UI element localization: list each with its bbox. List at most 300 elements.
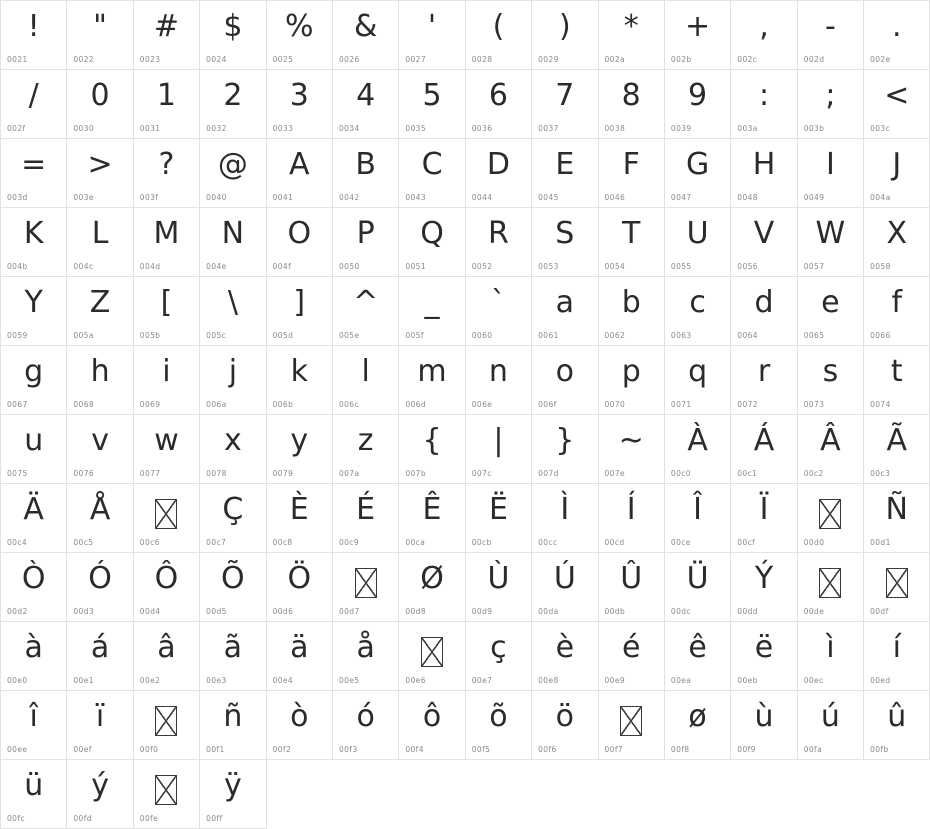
glyph-cell[interactable] — [200, 277, 266, 346]
glyph-character: 0 — [90, 78, 110, 113]
glyph-codepoint: 003f — [139, 193, 159, 202]
glyph-cell[interactable] — [1, 415, 67, 484]
glyph-codepoint: 004d — [139, 262, 161, 271]
glyph-codepoint: 0046 — [604, 193, 626, 202]
glyph-codepoint: 0059 — [7, 331, 28, 340]
glyph-cell[interactable] — [267, 691, 333, 760]
glyph-cell[interactable] — [200, 760, 266, 829]
glyph-cell[interactable] — [200, 1, 266, 70]
glyph-character: / — [28, 78, 39, 113]
glyph-cell[interactable] — [798, 346, 864, 415]
glyph-cell[interactable] — [731, 1, 797, 70]
glyph-codepoint: 0024 — [206, 55, 227, 64]
glyph-cell[interactable] — [67, 622, 133, 691]
glyph-codepoint: 00e2 — [139, 676, 161, 685]
glyph-codepoint: 00e1 — [73, 676, 94, 685]
glyph-cell[interactable] — [67, 346, 133, 415]
glyph-cell[interactable] — [532, 277, 598, 346]
glyph-character: Õ — [221, 561, 245, 596]
glyph-cell[interactable] — [665, 277, 731, 346]
glyph-codepoint: 004a — [870, 193, 891, 202]
glyph-cell[interactable] — [399, 346, 465, 415]
glyph-cell[interactable] — [665, 415, 731, 484]
glyph-cell[interactable] — [665, 1, 731, 70]
glyph-cell[interactable] — [1, 553, 67, 622]
glyph-cell[interactable] — [67, 139, 133, 208]
glyph-character: { — [422, 423, 442, 458]
glyph-cell[interactable] — [599, 484, 665, 553]
glyph-cell[interactable] — [864, 208, 930, 277]
glyph-character: K — [23, 216, 44, 251]
glyph-cell[interactable] — [267, 415, 333, 484]
glyph-character: a — [555, 285, 575, 320]
glyph-codepoint: 002e — [870, 55, 891, 64]
glyph-cell[interactable] — [532, 415, 598, 484]
glyph-codepoint: 00ea — [670, 676, 692, 685]
glyph-codepoint: 0048 — [737, 193, 758, 202]
glyph-character: Ñ — [885, 492, 908, 527]
glyph-character: u — [24, 423, 44, 458]
glyph-cell[interactable] — [599, 208, 665, 277]
glyph-codepoint: 0062 — [604, 331, 626, 340]
glyph-character: û — [887, 699, 907, 734]
glyph-codepoint: 006a — [206, 400, 227, 409]
glyph-cell[interactable] — [399, 622, 465, 691]
glyph-cell[interactable] — [267, 139, 333, 208]
glyph-cell[interactable] — [665, 208, 731, 277]
glyph-cell[interactable] — [267, 70, 333, 139]
glyph-codepoint: 00cd — [604, 538, 625, 547]
glyph-cell[interactable] — [67, 1, 133, 70]
glyph-codepoint: 003e — [73, 193, 94, 202]
glyph-codepoint: 00de — [803, 607, 825, 616]
glyph-cell[interactable] — [333, 346, 399, 415]
glyph-cell[interactable] — [134, 760, 200, 829]
glyph-character: 2 — [223, 78, 243, 113]
glyph-codepoint: 0064 — [737, 331, 758, 340]
glyph-character: P — [356, 216, 375, 251]
glyph-character: : — [758, 78, 770, 113]
glyph-character: Ç — [222, 492, 244, 527]
glyph-cell[interactable] — [200, 622, 266, 691]
grid-filler — [731, 760, 797, 829]
glyph-codepoint: 002c — [737, 55, 758, 64]
glyph-cell[interactable] — [864, 277, 930, 346]
glyph-cell[interactable] — [333, 70, 399, 139]
glyph-cell[interactable] — [798, 484, 864, 553]
glyph-codepoint: 0027 — [405, 55, 427, 64]
glyph-codepoint: 00e0 — [7, 676, 28, 685]
glyph-codepoint: 00cc — [538, 538, 558, 547]
glyph-cell[interactable] — [599, 415, 665, 484]
glyph-cell[interactable] — [333, 277, 399, 346]
glyph-codepoint: 00c5 — [73, 538, 94, 547]
glyph-cell[interactable] — [798, 277, 864, 346]
glyph-codepoint: 003d — [7, 193, 28, 202]
glyph-character: + — [685, 9, 711, 44]
glyph-cell[interactable] — [333, 484, 399, 553]
glyph-cell[interactable] — [134, 553, 200, 622]
glyph-cell[interactable] — [67, 484, 133, 553]
glyph-cell[interactable] — [466, 139, 532, 208]
glyph-codepoint: 00cb — [471, 538, 492, 547]
glyph-cell[interactable] — [1, 208, 67, 277]
glyph-cell[interactable] — [200, 415, 266, 484]
glyph-character: ö — [555, 699, 574, 734]
grid-filler — [399, 760, 465, 829]
glyph-cell[interactable] — [67, 760, 133, 829]
glyph-cell[interactable] — [466, 277, 532, 346]
glyph-codepoint: 0045 — [538, 193, 559, 202]
glyph-cell[interactable] — [134, 415, 200, 484]
glyph-codepoint: 00f0 — [139, 745, 159, 754]
glyph-cell[interactable] — [399, 139, 465, 208]
glyph-cell[interactable] — [399, 553, 465, 622]
glyph-codepoint: 0029 — [538, 55, 559, 64]
glyph-codepoint: 0063 — [670, 331, 692, 340]
glyph-cell[interactable] — [1, 70, 67, 139]
glyph-codepoint: 00ee — [7, 745, 28, 754]
glyph-codepoint: 00d0 — [803, 538, 825, 547]
glyph-cell[interactable] — [599, 277, 665, 346]
glyph-cell[interactable] — [134, 208, 200, 277]
glyph-codepoint: 006d — [405, 400, 427, 409]
glyph-cell[interactable] — [333, 139, 399, 208]
glyph-cell[interactable] — [665, 139, 731, 208]
glyph-codepoint: 0055 — [670, 262, 692, 271]
glyph-codepoint: 00d9 — [471, 607, 493, 616]
notdef-box-icon — [333, 557, 398, 601]
glyph-cell[interactable] — [200, 691, 266, 760]
glyph-character: > — [87, 147, 113, 182]
glyph-cell[interactable] — [731, 484, 797, 553]
glyph-cell[interactable] — [864, 484, 930, 553]
glyph-cell[interactable] — [864, 691, 930, 760]
glyph-cell[interactable] — [200, 484, 266, 553]
glyph-codepoint: 00d4 — [139, 607, 161, 616]
glyph-cell[interactable] — [134, 484, 200, 553]
grid-filler — [864, 760, 930, 829]
glyph-cell[interactable] — [731, 691, 797, 760]
glyph-cell[interactable] — [864, 415, 930, 484]
glyph-codepoint: 0078 — [206, 469, 227, 478]
glyph-character: & — [353, 9, 378, 44]
glyph-cell[interactable] — [134, 622, 200, 691]
glyph-character: d — [754, 285, 774, 320]
glyph-codepoint: 00d8 — [405, 607, 427, 616]
glyph-cell[interactable] — [333, 1, 399, 70]
glyph-character: ù — [754, 699, 774, 734]
glyph-cell[interactable] — [399, 1, 465, 70]
glyph-codepoint: 00fa — [803, 745, 823, 754]
glyph-character: Á — [753, 423, 775, 458]
glyph-character: ` — [490, 285, 506, 320]
glyph-cell[interactable] — [134, 139, 200, 208]
glyph-codepoint: 007e — [604, 469, 626, 478]
glyph-character: L — [91, 216, 109, 251]
glyph-cell[interactable] — [399, 415, 465, 484]
glyph-codepoint: 0030 — [73, 124, 95, 133]
glyph-character: ì — [826, 630, 835, 665]
glyph-cell[interactable] — [267, 1, 333, 70]
glyph-character: f — [891, 285, 903, 320]
glyph-cell[interactable] — [466, 70, 532, 139]
glyph-character: Ù — [487, 561, 510, 596]
glyph-cell[interactable] — [798, 139, 864, 208]
glyph-cell[interactable] — [599, 139, 665, 208]
glyph-character: I — [825, 147, 835, 182]
glyph-cell[interactable] — [267, 622, 333, 691]
glyph-cell[interactable] — [665, 484, 731, 553]
glyph-cell[interactable] — [864, 139, 930, 208]
glyph-cell[interactable] — [731, 277, 797, 346]
glyph-character: ; — [825, 78, 836, 113]
glyph-codepoint: 0051 — [405, 262, 427, 271]
glyph-codepoint: 0041 — [272, 193, 294, 202]
glyph-cell[interactable] — [1, 1, 67, 70]
glyph-character: F — [622, 147, 640, 182]
glyph-cell[interactable] — [1, 622, 67, 691]
glyph-cell[interactable] — [267, 346, 333, 415]
glyph-cell[interactable] — [798, 691, 864, 760]
glyph-character: s — [822, 354, 839, 389]
glyph-cell[interactable] — [466, 346, 532, 415]
glyph-codepoint: 0042 — [338, 193, 360, 202]
glyph-cell[interactable] — [466, 622, 532, 691]
glyph-codepoint: 00e5 — [338, 676, 360, 685]
glyph-cell[interactable] — [466, 1, 532, 70]
glyph-character: $ — [223, 9, 243, 44]
glyph-cell[interactable] — [134, 70, 200, 139]
glyph-cell[interactable] — [399, 208, 465, 277]
glyph-cell[interactable] — [798, 208, 864, 277]
glyph-character: Í — [626, 492, 636, 527]
glyph-character: * — [623, 9, 639, 44]
glyph-codepoint: 0032 — [206, 124, 227, 133]
glyph-character: ý — [91, 768, 109, 803]
glyph-cell[interactable] — [532, 553, 598, 622]
glyph-codepoint: 00fd — [73, 814, 92, 823]
glyph-codepoint: 00c8 — [272, 538, 293, 547]
glyph-codepoint: 003c — [870, 124, 891, 133]
glyph-cell[interactable] — [267, 484, 333, 553]
glyph-cell[interactable] — [200, 208, 266, 277]
glyph-cell[interactable] — [864, 1, 930, 70]
glyph-cell[interactable] — [731, 553, 797, 622]
glyph-cell[interactable] — [798, 70, 864, 139]
glyph-cell[interactable] — [267, 208, 333, 277]
glyph-cell[interactable] — [333, 622, 399, 691]
glyph-cell[interactable] — [599, 346, 665, 415]
glyph-cell[interactable] — [599, 622, 665, 691]
glyph-character: M — [153, 216, 180, 251]
glyph-character: , — [759, 9, 769, 44]
glyph-cell[interactable] — [731, 346, 797, 415]
glyph-cell[interactable] — [599, 70, 665, 139]
glyph-codepoint: 00e4 — [272, 676, 294, 685]
glyph-cell[interactable] — [665, 70, 731, 139]
glyph-cell[interactable] — [67, 415, 133, 484]
glyph-cell[interactable] — [665, 346, 731, 415]
glyph-cell[interactable] — [67, 691, 133, 760]
glyph-codepoint: 0073 — [803, 400, 825, 409]
glyph-character: ô — [422, 699, 442, 734]
glyph-codepoint: 00d5 — [206, 607, 227, 616]
glyph-cell[interactable] — [665, 622, 731, 691]
glyph-codepoint: 0067 — [7, 400, 28, 409]
glyph-cell[interactable] — [333, 553, 399, 622]
glyph-cell[interactable] — [532, 346, 598, 415]
glyph-cell[interactable] — [599, 1, 665, 70]
glyph-cell[interactable] — [466, 484, 532, 553]
glyph-codepoint: 00ca — [405, 538, 426, 547]
glyph-character: å — [356, 630, 375, 665]
glyph-cell[interactable] — [1, 277, 67, 346]
glyph-cell[interactable] — [399, 484, 465, 553]
glyph-codepoint: 00db — [604, 607, 626, 616]
glyph-character: Ê — [422, 492, 442, 527]
glyph-cell[interactable] — [532, 70, 598, 139]
glyph-codepoint: 004c — [73, 262, 94, 271]
glyph-cell[interactable] — [333, 691, 399, 760]
glyph-codepoint: 004e — [206, 262, 227, 271]
glyph-character: Î — [693, 492, 703, 527]
glyph-codepoint: 0053 — [538, 262, 559, 271]
glyph-codepoint: 0072 — [737, 400, 758, 409]
glyph-character: t — [890, 354, 903, 389]
glyph-cell[interactable] — [1, 139, 67, 208]
glyph-codepoint: 002f — [7, 124, 26, 133]
glyph-codepoint: 00c4 — [7, 538, 28, 547]
glyph-cell[interactable] — [864, 622, 930, 691]
glyph-character: " — [93, 9, 107, 44]
glyph-codepoint: 00f9 — [737, 745, 756, 754]
glyph-cell[interactable] — [200, 139, 266, 208]
glyph-cell[interactable] — [134, 277, 200, 346]
glyph-cell[interactable] — [532, 622, 598, 691]
glyph-character: ñ — [223, 699, 243, 734]
glyph-cell[interactable] — [1, 346, 67, 415]
glyph-cell[interactable] — [731, 622, 797, 691]
glyph-codepoint: 00d7 — [338, 607, 360, 616]
glyph-cell[interactable] — [532, 484, 598, 553]
glyph-cell[interactable] — [67, 277, 133, 346]
glyph-cell[interactable] — [599, 553, 665, 622]
glyph-codepoint: 00d3 — [73, 607, 95, 616]
glyph-cell[interactable] — [399, 70, 465, 139]
glyph-character: ç — [490, 630, 507, 665]
glyph-character: Ä — [23, 492, 44, 527]
glyph-codepoint: 00ec — [803, 676, 824, 685]
glyph-cell[interactable] — [665, 553, 731, 622]
glyph-cell[interactable] — [798, 415, 864, 484]
glyph-character: 3 — [289, 78, 309, 113]
glyph-cell[interactable] — [731, 208, 797, 277]
glyph-cell[interactable] — [798, 1, 864, 70]
glyph-cell[interactable] — [532, 208, 598, 277]
glyph-cell[interactable] — [731, 139, 797, 208]
glyph-character: è — [555, 630, 575, 665]
glyph-character: ë — [754, 630, 774, 665]
glyph-cell[interactable] — [1, 484, 67, 553]
glyph-cell[interactable] — [333, 208, 399, 277]
glyph-character: w — [154, 423, 179, 458]
glyph-cell[interactable] — [267, 277, 333, 346]
glyph-character: X — [886, 216, 908, 251]
glyph-character: à — [24, 630, 43, 665]
glyph-character: Û — [620, 561, 643, 596]
glyph-cell[interactable] — [267, 553, 333, 622]
glyph-cell[interactable] — [466, 415, 532, 484]
glyph-character: Ì — [560, 492, 570, 527]
glyph-cell[interactable] — [399, 691, 465, 760]
glyph-codepoint: 00c2 — [803, 469, 824, 478]
glyph-cell[interactable] — [399, 277, 465, 346]
glyph-codepoint: 0034 — [338, 124, 360, 133]
glyph-cell[interactable] — [466, 553, 532, 622]
glyph-character: É — [356, 492, 376, 527]
glyph-cell[interactable] — [200, 346, 266, 415]
glyph-codepoint: 00f5 — [471, 745, 491, 754]
glyph-cell[interactable] — [134, 346, 200, 415]
glyph-cell[interactable] — [731, 415, 797, 484]
glyph-cell[interactable] — [1, 760, 67, 829]
glyph-character: p — [621, 354, 641, 389]
glyph-cell[interactable] — [200, 553, 266, 622]
glyph-cell[interactable] — [532, 1, 598, 70]
glyph-cell[interactable] — [67, 70, 133, 139]
glyph-cell[interactable] — [466, 691, 532, 760]
glyph-cell[interactable] — [798, 553, 864, 622]
notdef-box-icon — [599, 695, 664, 739]
glyph-character: c — [689, 285, 706, 320]
glyph-codepoint: 0070 — [604, 400, 626, 409]
glyph-cell[interactable] — [333, 415, 399, 484]
glyph-codepoint: 0037 — [538, 124, 559, 133]
grid-filler — [599, 760, 665, 829]
glyph-codepoint: 00c6 — [139, 538, 160, 547]
grid-filler — [665, 760, 731, 829]
glyph-cell[interactable] — [665, 691, 731, 760]
glyph-cell[interactable] — [864, 346, 930, 415]
notdef-box-icon — [399, 626, 464, 670]
glyph-cell[interactable] — [134, 1, 200, 70]
glyph-cell[interactable] — [798, 622, 864, 691]
glyph-codepoint: 00c1 — [737, 469, 758, 478]
glyph-cell[interactable] — [134, 691, 200, 760]
glyph-cell[interactable] — [731, 70, 797, 139]
glyph-cell[interactable] — [67, 208, 133, 277]
glyph-cell[interactable] — [599, 691, 665, 760]
glyph-character: < — [884, 78, 910, 113]
glyph-cell[interactable] — [532, 139, 598, 208]
glyph-character: # — [153, 9, 180, 44]
glyph-codepoint: 00fb — [870, 745, 889, 754]
glyph-cell[interactable] — [532, 691, 598, 760]
glyph-character: ^ — [353, 285, 379, 320]
glyph-cell[interactable] — [1, 691, 67, 760]
glyph-cell[interactable] — [864, 70, 930, 139]
glyph-character: Ü — [686, 561, 709, 596]
glyph-cell[interactable] — [864, 553, 930, 622]
glyph-cell[interactable] — [200, 70, 266, 139]
glyph-codepoint: 00f3 — [338, 745, 358, 754]
glyph-cell[interactable] — [67, 553, 133, 622]
glyph-character: E — [555, 147, 575, 182]
glyph-cell[interactable] — [466, 208, 532, 277]
glyph-character: 7 — [555, 78, 575, 113]
glyph-codepoint: 00d2 — [7, 607, 28, 616]
